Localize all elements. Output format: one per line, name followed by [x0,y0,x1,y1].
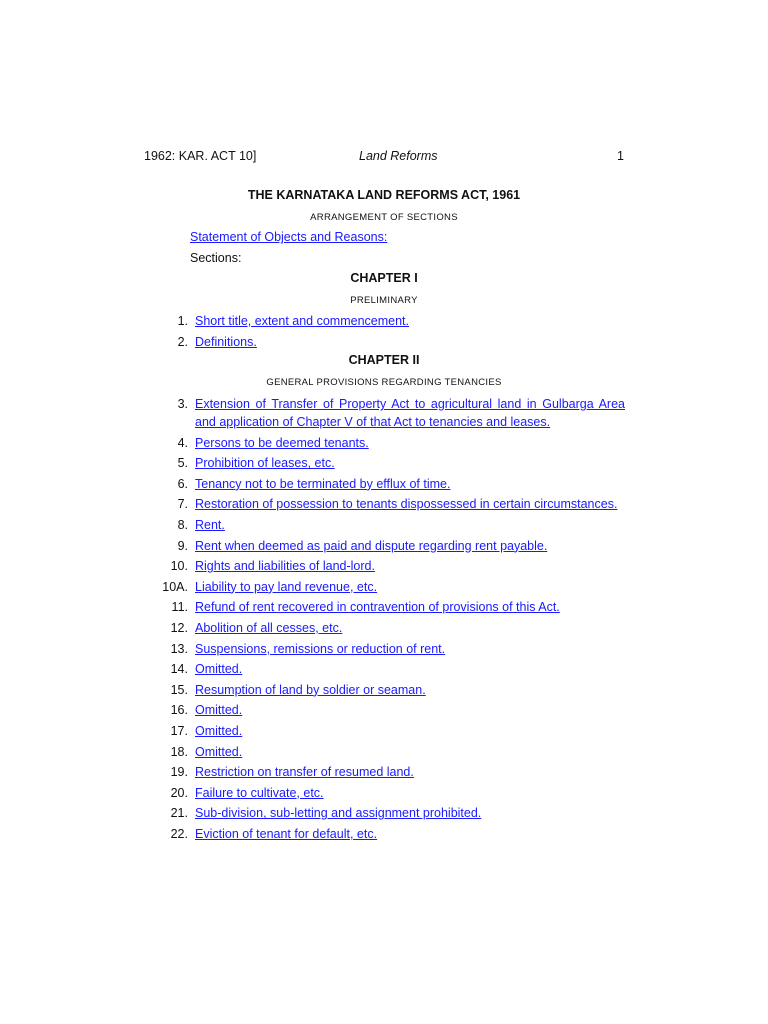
section-link[interactable]: Abolition of all cesses, etc. [195,620,343,635]
page-header [144,149,624,165]
section-number: 5. [177,456,188,471]
section-link[interactable]: Liability to pay land revenue, etc. [195,579,378,594]
sections-label: Sections: [190,251,242,265]
section-number: 6. [177,476,188,491]
section-entry [144,537,625,555]
section-number: 22. [170,826,188,841]
section-entry [144,660,625,678]
section-number: 10. [170,559,188,574]
section-number: 11. [171,600,188,615]
section-entry [144,495,625,513]
section-link[interactable]: Tenancy not to be terminated by efflux of time. [195,476,451,491]
section-number: 13. [170,641,188,656]
section-link[interactable]: Failure to cultivate, etc. [195,785,324,800]
section-entry [144,578,625,596]
section-link[interactable]: Omitted. [195,744,243,759]
section-entry [144,395,625,431]
section-link[interactable]: Omitted. [195,703,243,718]
section-entry [144,454,625,472]
section-number: 7. [177,497,188,512]
section-link[interactable]: Omitted. [195,723,243,738]
section-number: 14. [170,662,188,677]
section-entry [144,619,625,637]
section-number: 12. [170,620,188,635]
section-entry [144,312,625,330]
section-link[interactable]: Extension of Transfer of Property Act to agricultural land in Gulbarga Area and application of Chapter V of that Act to tenancies and leases. [195,397,625,429]
page-number: 1 [617,149,624,163]
section-entry [144,784,625,802]
chapter-1-subheading: PRELIMINARY [350,295,418,306]
section-entry [144,681,625,699]
section-link[interactable]: Short title, extent and commencement. [195,314,409,328]
section-number: 10A. [162,579,188,594]
chapter-2-subheading: GENERAL PROVISIONS REGARDING TENANCIES [266,377,502,388]
section-number: 16. [170,703,188,718]
section-link[interactable]: Resumption of land by soldier or seaman. [195,682,426,697]
section-link[interactable]: Refund of rent recovered in contravention of provisions of this Act. [195,600,560,615]
chapter-2-heading: CHAPTER II [348,353,420,367]
section-number: 21. [170,806,188,821]
section-number: 8. [177,517,188,532]
section-entry [144,333,625,351]
statement-link-wrapper [190,230,387,244]
section-entry [144,804,625,822]
section-entry [144,701,625,719]
section-link[interactable]: Rights and liabilities of land-lord. [195,559,375,574]
arrangement-heading: ARRANGEMENT OF SECTIONS [310,212,458,223]
section-link[interactable]: Persons to be deemed tenants. [195,435,369,450]
section-number: 1. [177,314,188,328]
chapter-1-section-list [144,312,625,351]
section-entry [144,516,625,534]
section-link[interactable]: Definitions. [195,334,257,349]
section-link[interactable]: Omitted. [195,662,243,677]
section-number: 2. [177,334,188,349]
section-number: 15. [170,682,188,697]
section-link[interactable]: Sub-division, sub-letting and assignment prohibited. [195,806,482,821]
running-title: Land Reforms [359,149,438,163]
section-number: 3. [177,397,188,411]
section-entry [144,598,625,616]
chapter-2-section-list [144,395,625,843]
chapter-1-heading: CHAPTER I [350,271,418,285]
section-entry [144,475,625,493]
section-link[interactable]: Prohibition of leases, etc. [195,456,335,471]
section-entry [144,763,625,781]
section-link[interactable]: Restoration of possession to tenants dispossessed in certain circumstances. [195,497,618,512]
section-number: 18. [170,744,188,759]
section-number: 19. [170,765,188,780]
act-reference: 1962: KAR. ACT 10] [144,149,257,163]
section-number: 9. [177,538,188,553]
statement-of-objects-link[interactable]: Statement of Objects and Reasons: [190,230,388,244]
section-entry [144,743,625,761]
section-link[interactable]: Eviction of tenant for default, etc. [195,826,378,841]
section-number: 17. [170,723,188,738]
section-number: 4. [177,435,188,450]
section-number: 20. [170,785,188,800]
section-link[interactable]: Rent. [195,517,225,532]
section-entry [144,825,625,843]
section-entry [144,434,625,452]
section-entry [144,722,625,740]
section-link[interactable]: Suspensions, remissions or reduction of rent. [195,641,446,656]
document-title: THE KARNATAKA LAND REFORMS ACT, 1961 [247,188,521,202]
section-entry [144,640,625,658]
section-link[interactable]: Rent when deemed as paid and dispute regarding rent payable. [195,538,548,553]
section-entry [144,557,625,575]
section-link[interactable]: Restriction on transfer of resumed land. [195,765,414,780]
